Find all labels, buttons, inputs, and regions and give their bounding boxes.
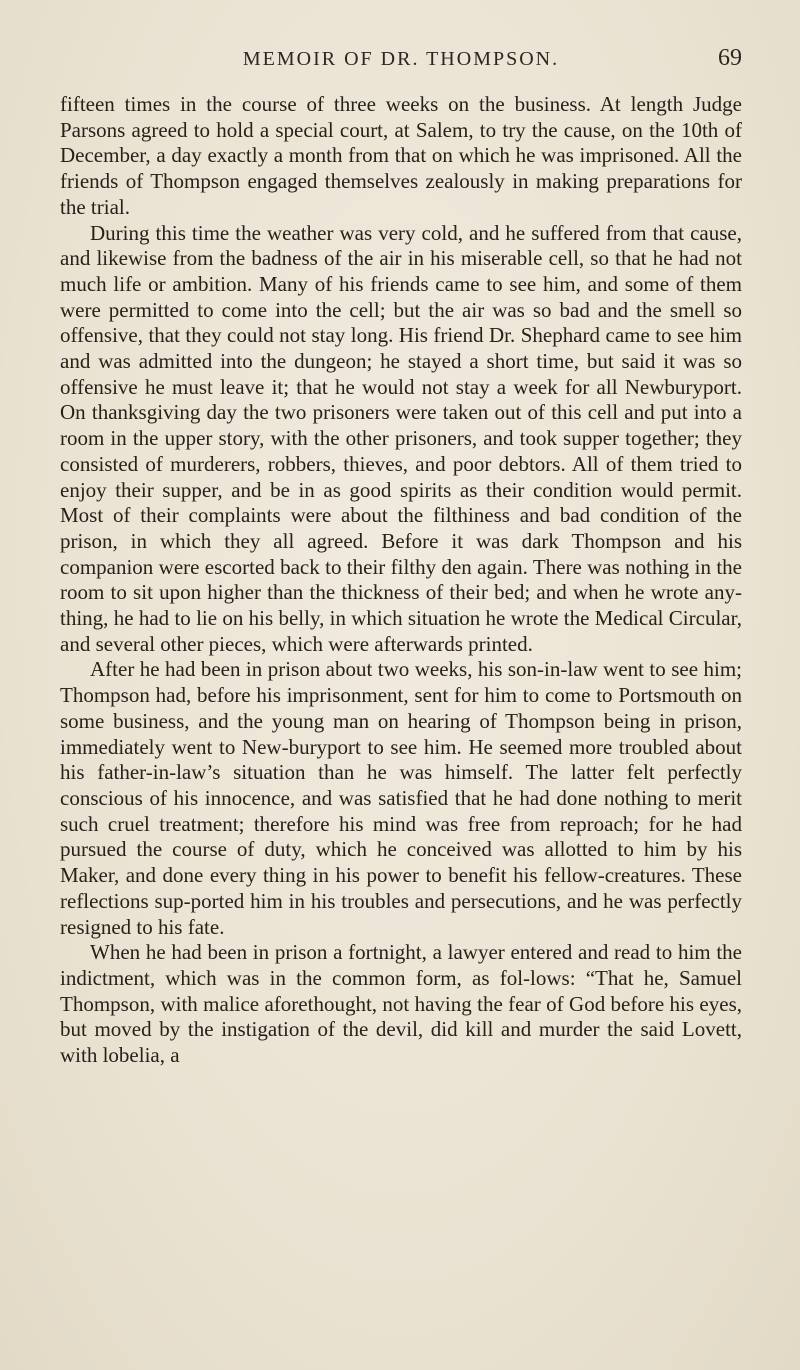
paragraph: During this time the weather was very cold, and he suffered from that cause, and likewise from the badness of the air in his miserable cell, so that he had not much life or ambition. Many of his friends came to see him, and some of them were permitted to come into the cell; but the air was so bad and the smell so offensive, that they could not stay long. His friend Dr. Shephard came to see him and was admitted into the dungeon; he stayed a short time, but said it was so offensive he must leave it; that he would not stay a week for all Newburyport. On thanksgiving day the two prisoners were taken out of this cell and put into a room in the upper story, with the other prisoners, and took supper together; they consisted of murderers, robbers, thieves, and poor debtors. All of them tried to enjoy their supper, and be in as good spirits as their condition would permit. Most of their complaints were about the filthiness and bad condition of the prison, in which they all agreed. Before it was dark Thompson and his companion were escorted back to their filthy den again. There was nothing in the room to sit upon higher than the thickness of their bed; and when he wrote any-thing, he had to lie on his belly, in which situation he wrote the Medical Circular, and several other pieces, which were afterwards printed. — [60, 220, 742, 656]
paragraph: fifteen times in the course of three weeks on the business. At length Judge Parsons agreed to hold a special court, at Salem, to try the cause, on the 10th of December, a day exactly a month from that on which he was imprisoned. All the friends of Thompson engaged themselves zealously in making preparations for the trial. — [60, 92, 742, 219]
body-text — [60, 92, 742, 1069]
paragraph: After he had been in prison about two weeks, his son-in-law went to see him; Thompson had, before his imprisonment, sent for him to come to Portsmouth on some business, and the young man on hearing of Thompson being in prison, immediately went to New-buryport to see him. He seemed more troubled about his father-in-law’s situation than he was himself. The latter felt perfectly conscious of his innocence, and was satisfied that he had done nothing to merit such cruel treatment; therefore his mind was free from reproach; for he had pursued the course of duty, which he conceived was allotted to him by his Maker, and done every thing in his power to benefit his fellow-creatures. These reflections sup-ported him in his troubles and persecutions, and he was perfectly resigned to his fate. — [60, 657, 742, 939]
running-head — [60, 45, 742, 78]
paragraph: When he had been in prison a fortnight, a lawyer entered and read to him the indictment, which was in the common form, as fol-lows: “That he, Samuel Thompson, with malice aforethought, not having the fear of God before his eyes, but moved by the instigation of the devil, did kill and murder the said Lovett, with lobelia, a — [60, 940, 742, 1068]
running-title: MEMOIR OF DR. THOMPSON. — [242, 48, 560, 70]
page-number: 69 — [718, 45, 742, 71]
